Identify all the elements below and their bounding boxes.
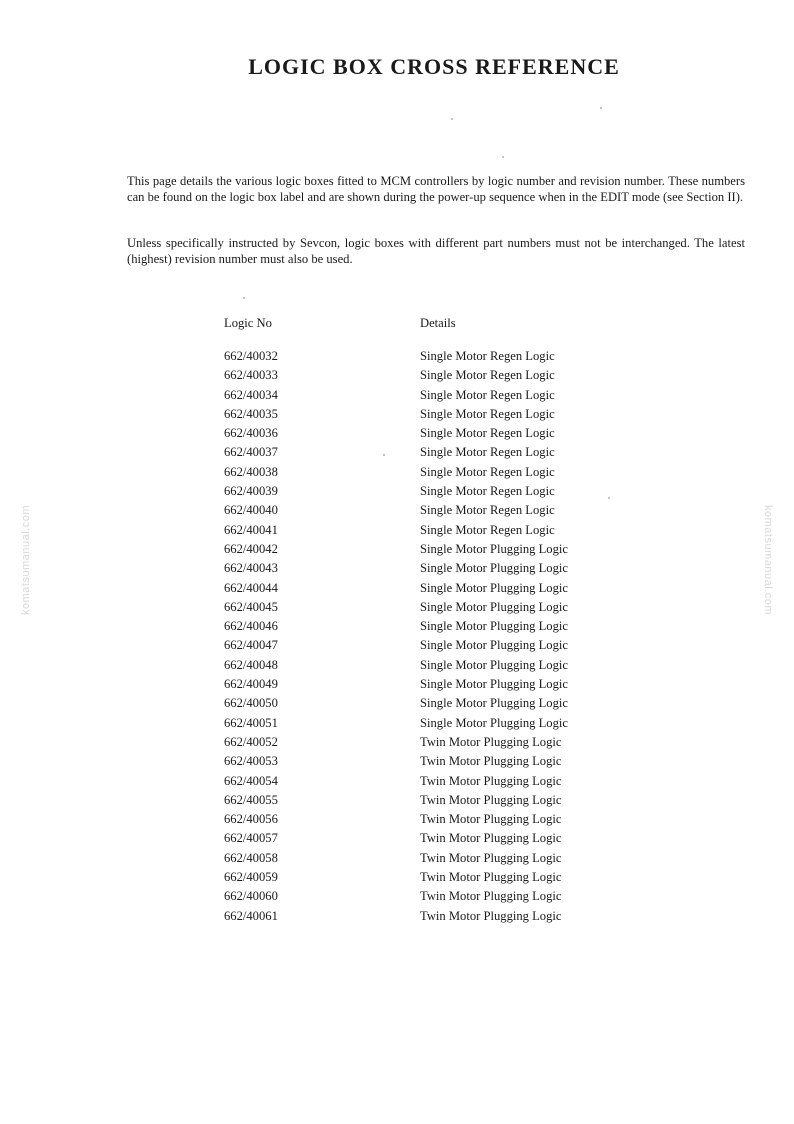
logic-number-cell: 662/40051	[224, 715, 278, 730]
warning-paragraph: Unless specifically instructed by Sevcon, logic boxes with different part numbers must not be interchanged. The latest (highest) revision number must also be used.	[127, 236, 745, 266]
logic-number-cell: 662/40056	[224, 812, 278, 827]
details-cell: Twin Motor Plugging Logic	[420, 734, 562, 749]
table-row	[224, 772, 680, 791]
logic-number-cell: 662/40043	[224, 561, 278, 576]
table-row	[224, 714, 680, 733]
logic-number-cell: 662/40053	[224, 754, 278, 769]
logic-number-cell: 662/40037	[224, 445, 278, 460]
table-row	[224, 887, 680, 906]
table-row	[224, 424, 680, 443]
table-row	[224, 521, 680, 540]
details-cell: Single Motor Regen Logic	[420, 503, 555, 518]
table-row	[224, 386, 680, 405]
details-cell: Twin Motor Plugging Logic	[420, 754, 562, 769]
table-row	[224, 849, 680, 868]
scan-speck	[243, 297, 245, 299]
watermark-right: komatsumanual.com	[762, 505, 774, 615]
table-row	[224, 752, 680, 771]
table-row	[224, 443, 680, 462]
details-cell: Single Motor Regen Logic	[420, 484, 555, 499]
table-row	[224, 559, 680, 578]
scan-speck	[451, 118, 453, 120]
logic-number-cell: 662/40055	[224, 792, 278, 807]
logic-number-cell: 662/40034	[224, 387, 278, 402]
table-row	[224, 579, 680, 598]
table-row	[224, 810, 680, 829]
logic-number-cell: 662/40033	[224, 368, 278, 383]
logic-number-cell: 662/40046	[224, 619, 278, 634]
table-row	[224, 907, 680, 926]
details-cell: Twin Motor Plugging Logic	[420, 870, 562, 885]
logic-number-cell: 662/40040	[224, 503, 278, 518]
table-row	[224, 733, 680, 752]
header-logic-no: Logic No	[224, 316, 272, 330]
logic-box-table	[224, 313, 680, 926]
details-cell: Twin Motor Plugging Logic	[420, 831, 562, 846]
logic-number-cell: 662/40060	[224, 889, 278, 904]
details-cell: Single Motor Plugging Logic	[420, 561, 568, 576]
details-cell: Single Motor Regen Logic	[420, 464, 555, 479]
details-cell: Single Motor Regen Logic	[420, 406, 555, 421]
logic-number-cell: 662/40045	[224, 599, 278, 614]
details-cell: Single Motor Plugging Logic	[420, 677, 568, 692]
logic-number-cell: 662/40061	[224, 908, 278, 923]
table-row	[224, 347, 680, 366]
logic-number-cell: 662/40032	[224, 349, 278, 363]
table-row	[224, 791, 680, 810]
logic-number-cell: 662/40035	[224, 406, 278, 421]
scan-speck	[502, 156, 504, 158]
details-cell: Single Motor Regen Logic	[420, 445, 555, 460]
scan-speck	[600, 107, 602, 109]
details-cell: Single Motor Regen Logic	[420, 349, 555, 363]
intro-paragraph: This page details the various logic boxes fitted to MCM controllers by logic number and revision number. These numbers can be found on the logic box label and are shown during the power-up sequence when in the EDIT mode (see Section II).	[127, 174, 745, 204]
table-row	[224, 829, 680, 848]
table-row	[224, 463, 680, 482]
logic-number-cell: 662/40038	[224, 464, 278, 479]
table-row	[224, 366, 680, 385]
table-row	[224, 405, 680, 424]
table-row	[224, 675, 680, 694]
table-row	[224, 868, 680, 887]
details-cell: Single Motor Regen Logic	[420, 426, 555, 441]
watermark-left: komatsumanual.com	[20, 505, 32, 615]
logic-number-cell: 662/40049	[224, 677, 278, 692]
details-cell: Single Motor Regen Logic	[420, 522, 555, 537]
logic-number-cell: 662/40048	[224, 657, 278, 672]
logic-number-cell: 662/40057	[224, 831, 278, 846]
header-details: Details	[420, 316, 456, 330]
logic-number-cell: 662/40041	[224, 522, 278, 537]
logic-number-cell: 662/40039	[224, 484, 278, 499]
details-cell: Single Motor Plugging Logic	[420, 657, 568, 672]
table-row	[224, 617, 680, 636]
details-cell: Twin Motor Plugging Logic	[420, 908, 562, 923]
table-row	[224, 694, 680, 713]
table-body	[224, 347, 680, 926]
details-cell: Twin Motor Plugging Logic	[420, 889, 562, 904]
logic-number-cell: 662/40036	[224, 426, 278, 441]
logic-number-cell: 662/40050	[224, 696, 278, 711]
table-row	[224, 598, 680, 617]
details-cell: Single Motor Plugging Logic	[420, 541, 568, 556]
details-cell: Single Motor Plugging Logic	[420, 696, 568, 711]
logic-number-cell: 662/40054	[224, 773, 278, 788]
page-title: LOGIC BOX CROSS REFERENCE	[248, 54, 620, 79]
logic-number-cell: 662/40059	[224, 870, 278, 885]
details-cell: Twin Motor Plugging Logic	[420, 850, 562, 865]
details-cell: Single Motor Plugging Logic	[420, 715, 568, 730]
table-header	[224, 313, 680, 333]
details-cell: Single Motor Plugging Logic	[420, 619, 568, 634]
details-cell: Single Motor Regen Logic	[420, 368, 555, 383]
logic-number-cell: 662/40047	[224, 638, 278, 653]
details-cell: Twin Motor Plugging Logic	[420, 792, 562, 807]
details-cell: Single Motor Regen Logic	[420, 387, 555, 402]
table-row	[224, 656, 680, 675]
details-cell: Single Motor Plugging Logic	[420, 580, 568, 595]
table-row	[224, 501, 680, 520]
logic-number-cell: 662/40042	[224, 541, 278, 556]
logic-number-cell: 662/40058	[224, 850, 278, 865]
table-row	[224, 636, 680, 655]
logic-number-cell: 662/40044	[224, 580, 278, 595]
details-cell: Single Motor Plugging Logic	[420, 599, 568, 614]
table-row	[224, 540, 680, 559]
details-cell: Twin Motor Plugging Logic	[420, 812, 562, 827]
table-row	[224, 482, 680, 501]
details-cell: Single Motor Plugging Logic	[420, 638, 568, 653]
details-cell: Twin Motor Plugging Logic	[420, 773, 562, 788]
logic-number-cell: 662/40052	[224, 734, 278, 749]
